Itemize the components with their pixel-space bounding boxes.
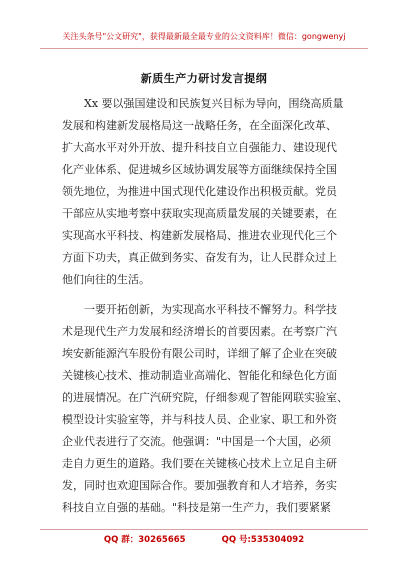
qq-group-number: QQ 群：30265665 (103, 535, 186, 545)
paragraph-line: 关键核心技术、推动制造业高端化、智能化和绿色化方面 (62, 369, 337, 382)
footer-contact (0, 533, 408, 545)
paragraph-line: 发，同时也欢迎国际合作。要加强教育和人才培养，务实 (62, 479, 337, 492)
paragraph-line: 科技自立自强的基础。"科技是第一生产力，我们要紧紧 (62, 501, 332, 514)
header-banner: 关注头条号"公文研究"，获得最新最全最专业的公文资料库！微信：gongwenyj (62, 32, 346, 41)
paragraph-1 (62, 93, 348, 291)
paragraph-line: 他们向往的生活。 (62, 273, 150, 286)
header-divider (40, 48, 368, 49)
paragraph-line: 一要开拓创新，为实现高水平科技不懈努力。科学技 (84, 303, 337, 316)
paragraph-line: 的进展情况。在广汽研究院，仔细参观了智能网联实验室、 (62, 391, 348, 404)
paragraph-2 (62, 299, 348, 519)
paragraph-line: Xx 要以强国建设和民族复兴目标为导向，围绕高质量 (84, 97, 344, 110)
paragraph-line: 走自力更生的道路。我们要在关键核心技术上立足自主研 (62, 457, 337, 470)
paragraph-line: 实现高水平科技、构建新发展格局、推进农业现代化三个 (62, 229, 337, 242)
paragraph-line: 术是现代生产力发展和经济增长的首要因素。在考察广汽 (62, 325, 337, 338)
paragraph-line: 方面下功夫，真正做到务实、奋发有为，让人民群众过上 (62, 251, 337, 264)
document-body (62, 93, 348, 527)
qq-number: QQ 号:535304092 (221, 535, 305, 545)
paragraph-line: 化产业体系、促进城乡区域协调发展等方面继续保持全国 (62, 163, 337, 176)
paragraph-line: 埃安新能源汽车股份有限公司时，详细了解了企业在突破 (62, 347, 337, 360)
paragraph-line: 干部应从实地考察中获取实现高质量发展的关键要素，在 (62, 207, 337, 220)
footer-divider (40, 529, 368, 530)
paragraph-line: 模型设计实验室等，并与科技人员、企业家、职工和外资 (62, 413, 337, 426)
document-title: 新质生产力研讨发言提纲 (140, 72, 268, 85)
paragraph-line: 领先地位，为推进中国式现代化建设作出积极贡献。党员 (62, 185, 337, 198)
paragraph-line: 扩大高水平对外开放、提升科技自立自强能力、建设现代 (62, 141, 337, 154)
paragraph-line: 发展和构建新发展格局这一战略任务，在全面深化改革、 (62, 119, 337, 132)
paragraph-line: 企业代表进行了交流。他强调："中国是一个大国，必须 (62, 435, 332, 448)
